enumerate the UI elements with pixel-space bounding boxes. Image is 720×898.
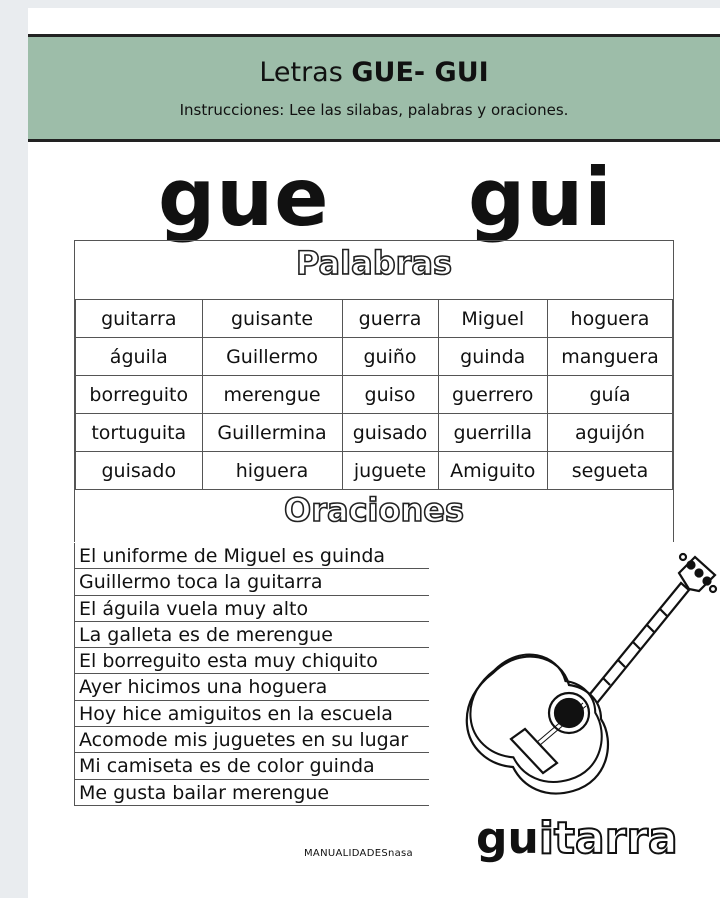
word-cell: guinda [438, 338, 547, 376]
word-cell: tortuguita [76, 414, 203, 452]
table-row [76, 338, 673, 376]
word-cell: guerrilla [438, 414, 547, 452]
syllable-gui: gui [468, 151, 613, 244]
page-title [28, 57, 720, 88]
guitar-icon [433, 543, 720, 813]
sentence-line: Acomode mis juguetes en su lugar [75, 727, 429, 753]
table-row [76, 414, 673, 452]
word-cell: guitarra [76, 300, 203, 338]
table-row [76, 300, 673, 338]
sentence-line: Ayer hicimos una hoguera [75, 674, 429, 700]
sentence-line: Hoy hice amiguitos en la escuela [75, 701, 429, 727]
title-bold: GUE- GUI [351, 57, 489, 88]
words-table [75, 299, 673, 490]
word-cell: aguijón [547, 414, 672, 452]
guitarra-label-suffix: itarra [538, 813, 678, 864]
instructions: Instrucciones: Lee las silabas, palabras y oraciones. [179, 101, 569, 119]
words-box [74, 240, 674, 542]
guitarra-label [476, 813, 678, 864]
word-cell: guisante [202, 300, 342, 338]
header-banner [28, 34, 720, 142]
word-cell: guiso [342, 376, 438, 414]
word-cell: guiño [342, 338, 438, 376]
word-cell: Guillermo [202, 338, 342, 376]
word-cell: segueta [547, 452, 672, 490]
credit-text: MANUALIDADESnasa [304, 848, 413, 859]
sentence-line: El águila vuela muy alto [75, 596, 429, 622]
word-cell: hoguera [547, 300, 672, 338]
word-cell: merengue [202, 376, 342, 414]
sentence-line: El borreguito esta muy chiquito [75, 648, 429, 674]
word-cell: guía [547, 376, 672, 414]
word-cell: guerrero [438, 376, 547, 414]
word-cell: guerra [342, 300, 438, 338]
word-cell: juguete [342, 452, 438, 490]
word-cell: Guillermina [202, 414, 342, 452]
sentences-title: Oraciones [283, 491, 465, 529]
word-cell: Miguel [438, 300, 547, 338]
word-cell: Amiguito [438, 452, 547, 490]
sentence-line: La galleta es de merengue [75, 622, 429, 648]
worksheet [28, 8, 720, 898]
word-cell: higuera [202, 452, 342, 490]
word-cell: guisado [76, 452, 203, 490]
sentences-list [74, 543, 429, 806]
word-cell: guisado [342, 414, 438, 452]
word-cell: borreguito [76, 376, 203, 414]
table-row [76, 376, 673, 414]
guitarra-label-prefix: gu [476, 813, 539, 864]
words-title: Palabras [295, 244, 453, 282]
word-cell: manguera [547, 338, 672, 376]
sentence-line: Me gusta bailar merengue [75, 780, 429, 806]
sentence-line: El uniforme de Miguel es guinda [75, 543, 429, 569]
table-row [76, 452, 673, 490]
title-prefix: Letras [259, 57, 343, 88]
sentence-line: Guillermo toca la guitarra [75, 569, 429, 595]
sentence-line: Mi camiseta es de color guinda [75, 753, 429, 779]
word-cell: águila [76, 338, 203, 376]
syllable-gue: gue [158, 151, 330, 244]
